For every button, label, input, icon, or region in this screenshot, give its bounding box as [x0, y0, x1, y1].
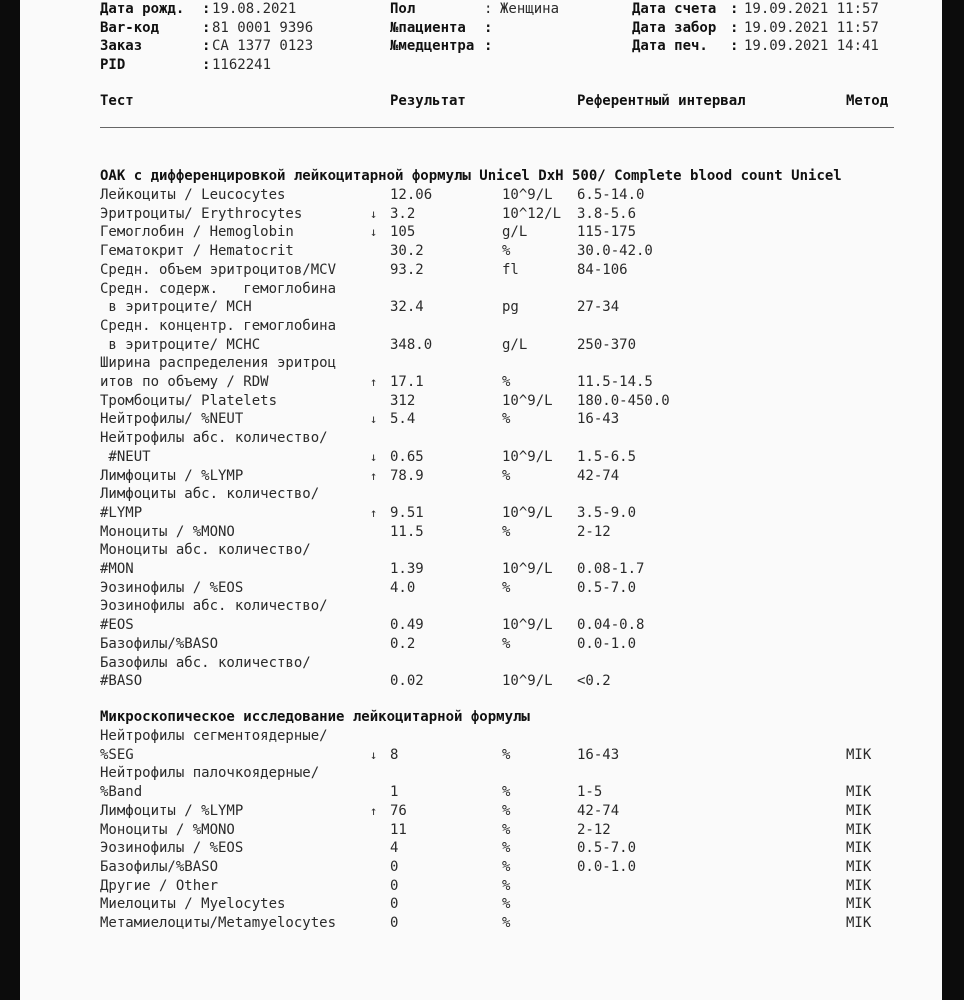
header-row-2: Bar-код : 81 0001 9396 №пациента : Дата забор : 19.09.2021 11:57 — [100, 19, 879, 36]
result-row — [100, 223, 942, 242]
result-row — [100, 410, 942, 429]
method: MIK — [846, 784, 872, 801]
barcode-label: Bar-код — [100, 19, 160, 36]
order-value: CA 1377 0123 — [212, 38, 314, 55]
result-value: 105 — [390, 224, 416, 241]
test-name: Миелоциты / Myelocytes — [100, 896, 286, 913]
method: MIK — [846, 821, 872, 838]
result-row — [100, 298, 942, 317]
result-value: 0.02 — [390, 673, 424, 690]
header-divider — [100, 127, 894, 128]
result-value: 32.4 — [390, 299, 424, 316]
test-name: Эозинофилы / %EOS — [100, 840, 244, 857]
reference-range: 1.5-6.5 — [577, 448, 637, 465]
result-row — [100, 821, 942, 840]
reference-range: 0.0-1.0 — [577, 858, 637, 875]
test-name: Нейтрофилы абс. количество/ — [100, 430, 328, 447]
result-value: 11 — [390, 821, 407, 838]
reference-range: 180.0-450.0 — [577, 392, 670, 409]
result-value: 0 — [390, 915, 399, 931]
unit: % — [502, 467, 511, 484]
section-title-microscopy: Микроскопическое исследование лейкоцитарной формулы — [100, 709, 530, 725]
unit: 10^9/L — [502, 392, 553, 409]
birth-label: Дата рожд. — [100, 1, 185, 17]
reference-range: 42-74 — [577, 467, 620, 484]
unit: 10^9/L — [502, 504, 553, 521]
test-name: %Band — [100, 784, 143, 801]
result-row — [100, 654, 942, 673]
unit: % — [502, 411, 511, 428]
result-value: 17.1 — [390, 374, 424, 390]
patient-no-label: №пациента — [390, 19, 466, 36]
unit: % — [502, 840, 511, 857]
unit: 10^9/L — [502, 187, 553, 203]
reference-range: 2-12 — [577, 821, 611, 838]
test-name: Базофилы/%BASO — [100, 858, 219, 875]
unit: 10^9/L — [502, 448, 553, 465]
result-row — [100, 448, 942, 467]
test-name: Нейтрофилы сегментоядерные/ — [100, 728, 328, 744]
test-name: Эритроциты/ Erythrocytes — [100, 205, 303, 222]
result-row — [100, 429, 942, 448]
test-name: #BASO — [100, 673, 143, 690]
pid-value: 1162241 — [212, 57, 272, 74]
reference-range: 0.0-1.0 — [577, 635, 637, 652]
result-row — [100, 467, 942, 486]
result-row — [100, 597, 942, 616]
unit: 10^9/L — [502, 561, 553, 577]
result-value: 8 — [390, 746, 399, 763]
test-name: Средн. концентр. гемоглобина — [100, 317, 337, 334]
column-result: Результат — [390, 93, 466, 109]
header-row-4: PID : 1162241 — [100, 57, 272, 74]
result-row — [100, 392, 942, 411]
method: MIK — [846, 858, 872, 875]
reference-range: 16-43 — [577, 746, 620, 763]
result-row — [100, 560, 942, 579]
result-value: 0.49 — [390, 617, 424, 634]
test-name: Средн. содерж. гемоглобина — [100, 280, 337, 297]
test-name: Лейкоциты / Leucocytes — [100, 187, 286, 203]
order-label: Заказ — [100, 38, 143, 55]
method: MIK — [846, 896, 872, 913]
reference-range: 6.5-14.0 — [577, 187, 645, 203]
test-name: Базофилы абс. количество/ — [100, 654, 311, 671]
result-row — [100, 579, 942, 598]
sex-value: Женщина — [500, 1, 560, 17]
unit: % — [502, 523, 511, 540]
unit: % — [502, 877, 511, 894]
test-name: Моноциты абс. количество/ — [100, 542, 311, 559]
result-value: 78.9 — [390, 467, 424, 484]
unit: % — [502, 784, 511, 801]
result-row — [100, 354, 942, 373]
section-title-cbc: ОАК с дифференцировкой лейкоцитарной формулы Unicel DxH 500/ Complete blood count Unicel — [100, 168, 842, 184]
test-name: Метамиелоциты/Metamyelocytes — [100, 915, 337, 931]
column-method: Метод — [846, 93, 889, 109]
header-row-3: Заказ : CA 1377 0123 №медцентра : Дата печ. : 19.09.2021 14:41 — [100, 38, 879, 55]
result-value: 1 — [390, 784, 399, 801]
flag-arrow: ↑ — [370, 803, 378, 818]
test-name: Ширина распределения эритроц — [100, 355, 337, 372]
reference-range: 27-34 — [577, 299, 620, 316]
method: MIK — [846, 915, 872, 931]
unit: % — [502, 858, 511, 875]
reference-range: 0.5-7.0 — [577, 840, 637, 857]
result-value: 5.4 — [390, 411, 416, 428]
result-row — [100, 317, 942, 336]
result-row — [100, 858, 942, 877]
sex-label: Пол — [390, 1, 416, 17]
result-row — [100, 261, 942, 280]
result-value: 9.51 — [390, 504, 424, 521]
unit: % — [502, 915, 511, 931]
test-name: Средн. объем эритроцитов/MCV — [100, 261, 337, 278]
test-name: Гематокрит / Hematocrit — [100, 243, 294, 260]
method: MIK — [846, 877, 872, 894]
result-row — [100, 635, 942, 654]
unit: g/L — [502, 224, 528, 241]
column-headers — [100, 92, 942, 111]
result-value: 3.2 — [390, 205, 416, 222]
reference-range: 2-12 — [577, 523, 611, 540]
reference-range: 0.08-1.7 — [577, 561, 645, 577]
result-row — [100, 504, 942, 523]
pid-label: PID — [100, 57, 126, 74]
unit: % — [502, 243, 511, 260]
collection-date-label: Дата забор — [632, 19, 717, 36]
barcode-value: 81 0001 9396 — [212, 19, 314, 36]
column-test: Тест — [100, 93, 134, 109]
result-value: 30.2 — [390, 243, 424, 260]
unit: % — [502, 896, 511, 913]
reference-range: 16-43 — [577, 411, 620, 428]
test-name: Гемоглобин / Hemoglobin — [100, 224, 294, 241]
print-date-value: 19.09.2021 14:41 — [744, 38, 879, 55]
result-value: 0 — [390, 858, 399, 875]
reference-range: 84-106 — [577, 261, 628, 278]
invoice-date-label: Дата счета — [632, 1, 717, 17]
report-page — [20, 0, 942, 1000]
unit: fl — [502, 261, 519, 278]
result-row — [100, 616, 942, 635]
flag-arrow: ↑ — [370, 375, 378, 389]
unit: pg — [502, 299, 519, 316]
reference-range: 250-370 — [577, 336, 637, 353]
flag-arrow: ↓ — [370, 412, 378, 427]
unit: % — [502, 374, 511, 390]
reference-range: 11.5-14.5 — [577, 374, 653, 390]
flag-arrow: ↑ — [370, 468, 378, 483]
test-name: Другие / Other — [100, 877, 219, 894]
result-value: 0.65 — [390, 448, 424, 465]
result-row — [100, 877, 942, 896]
test-name: Лимфоциты / %LYMP — [100, 467, 244, 484]
test-name: #MON — [100, 561, 134, 577]
result-value: 312 — [390, 392, 416, 409]
flag-arrow: ↓ — [370, 206, 378, 221]
unit: g/L — [502, 336, 528, 353]
result-row — [100, 242, 942, 261]
unit: % — [502, 635, 511, 652]
result-row — [100, 186, 942, 205]
test-name: #EOS — [100, 617, 134, 634]
test-name: Эозинофилы / %EOS — [100, 579, 244, 596]
result-row — [100, 485, 942, 504]
result-value: 348.0 — [390, 336, 433, 353]
reference-range: 3.8-5.6 — [577, 205, 637, 222]
test-name: в эритроците/ MCH — [100, 299, 252, 316]
test-name: Базофилы/%BASO — [100, 635, 219, 652]
result-value: 93.2 — [390, 261, 424, 278]
result-row — [100, 764, 942, 783]
medcenter-label: №медцентра — [390, 38, 475, 55]
result-row — [100, 373, 942, 392]
result-value: 76 — [390, 802, 407, 819]
result-row — [100, 914, 942, 933]
test-name: Лимфоциты / %LYMP — [100, 802, 244, 819]
reference-range: 42-74 — [577, 802, 620, 819]
flag-arrow: ↑ — [370, 505, 378, 520]
method: MIK — [846, 802, 872, 819]
test-name: Эозинофилы абс. количество/ — [100, 598, 328, 615]
result-row — [100, 336, 942, 355]
reference-range: 30.0-42.0 — [577, 243, 653, 260]
result-value: 12.06 — [390, 187, 433, 203]
method: MIK — [846, 746, 872, 763]
result-row — [100, 895, 942, 914]
reference-range: <0.2 — [577, 673, 611, 690]
print-date-label: Дата печ. — [632, 38, 708, 55]
reference-range: 0.04-0.8 — [577, 617, 645, 634]
unit: % — [502, 746, 511, 763]
result-row — [100, 541, 942, 560]
unit: % — [502, 821, 511, 838]
invoice-date-value: 19.09.2021 11:57 — [744, 1, 879, 17]
reference-range: 1-5 — [577, 784, 603, 801]
result-row — [100, 672, 942, 691]
reference-range: 3.5-9.0 — [577, 504, 637, 521]
result-value: 4 — [390, 840, 399, 857]
flag-arrow: ↓ — [370, 449, 378, 464]
unit: % — [502, 579, 511, 596]
result-row — [100, 523, 942, 542]
flag-arrow: ↓ — [370, 225, 378, 240]
result-row — [100, 205, 942, 224]
result-row — [100, 280, 942, 299]
test-name: Моноциты / %MONO — [100, 821, 235, 838]
test-name: итов по объему / RDW — [100, 374, 269, 390]
collection-date-value: 19.09.2021 11:57 — [744, 19, 879, 36]
result-value: 0.2 — [390, 635, 416, 652]
reference-range: 0.5-7.0 — [577, 579, 637, 596]
test-name: Нейтрофилы палочкоядерные/ — [100, 765, 320, 782]
result-value: 1.39 — [390, 561, 424, 577]
column-reference: Референтный интервал — [577, 93, 746, 109]
result-value: 4.0 — [390, 579, 416, 596]
test-name: Моноциты / %MONO — [100, 523, 235, 540]
result-value: 0 — [390, 877, 399, 894]
unit: 10^9/L — [502, 673, 553, 690]
test-name: в эритроците/ MCHC — [100, 336, 261, 353]
result-row — [100, 727, 942, 746]
test-name: #NEUT — [100, 448, 151, 465]
test-name: #LYMP — [100, 504, 143, 521]
method: MIK — [846, 840, 872, 857]
result-row — [100, 839, 942, 858]
test-name: %SEG — [100, 746, 134, 763]
result-value: 0 — [390, 896, 399, 913]
unit: 10^9/L — [502, 617, 553, 634]
unit: 10^12/L — [502, 205, 562, 222]
flag-arrow: ↓ — [370, 747, 378, 762]
test-name: Тромбоциты/ Platelets — [100, 392, 278, 409]
result-row — [100, 746, 942, 765]
unit: % — [502, 802, 511, 819]
birth-value: 19.08.2021 — [212, 1, 297, 17]
result-value: 11.5 — [390, 523, 424, 540]
header-row-1: Дата рожд. : 19.08.2021 Пол : Женщина Дата счета : 19.09.2021 11:57 — [100, 1, 879, 17]
result-row — [100, 802, 942, 821]
result-row — [100, 783, 942, 802]
test-name: Нейтрофилы/ %NEUT — [100, 411, 244, 428]
reference-range: 115-175 — [577, 224, 637, 241]
test-name: Лимфоциты абс. количество/ — [100, 486, 320, 503]
